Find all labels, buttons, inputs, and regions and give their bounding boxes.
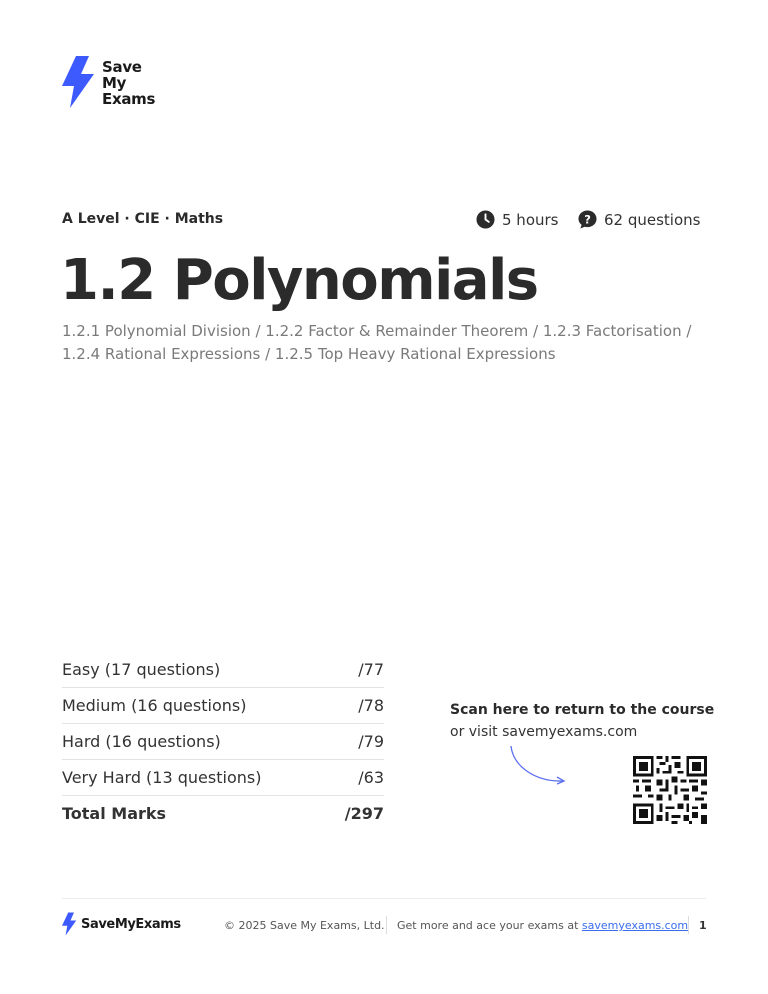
lightning-bolt-icon xyxy=(62,56,98,108)
marks-label: Easy (17 questions) xyxy=(62,660,221,679)
curved-arrow-icon xyxy=(505,744,575,790)
marks-value: /79 xyxy=(358,732,384,751)
question-count xyxy=(578,210,700,229)
marks-label: Medium (16 questions) xyxy=(62,696,247,715)
breadcrumb: A Level · CIE · Maths xyxy=(62,211,224,227)
topic-list: 1.2.1 Polynomial Division / 1.2.2 Factor & Remainder Theorem / 1.2.3 Factorisation / 1.2.4 Rational Expressions / 1.2.5 Top Heavy Rational Expressions xyxy=(62,322,692,363)
marks-label: Hard (16 questions) xyxy=(62,732,221,751)
marks-row-medium xyxy=(62,688,384,724)
website-link[interactable]: savemyexams.com xyxy=(581,919,689,932)
footer-promo xyxy=(397,919,688,932)
duration-text: 5 hours xyxy=(502,210,559,229)
logo-word-save: Save xyxy=(102,58,142,76)
total-marks-label: Total Marks xyxy=(62,804,167,823)
marks-table xyxy=(62,652,384,831)
question-count-text: 62 questions xyxy=(604,210,701,229)
footer-separator xyxy=(386,916,387,934)
marks-value: /63 xyxy=(358,768,384,787)
scan-subtitle: or visit savemyexams.com xyxy=(450,724,638,740)
marks-value: /77 xyxy=(358,660,384,679)
marks-row-total xyxy=(62,796,384,831)
footer-separator xyxy=(688,916,689,934)
footer-brand-name: SaveMyExams xyxy=(81,916,181,932)
footer-promo-text: Get more and ace your exams at xyxy=(397,919,582,932)
logo-text xyxy=(102,59,155,107)
logo-word-exams: Exams xyxy=(102,90,156,108)
duration xyxy=(476,210,558,229)
logo-word-my: My xyxy=(102,74,127,92)
marks-value: /78 xyxy=(358,696,384,715)
footer-logo xyxy=(62,912,181,936)
svg-text:?: ? xyxy=(584,212,591,227)
footer-divider xyxy=(62,898,706,899)
page-number: 1 xyxy=(699,919,707,932)
scan-title: Scan here to return to the course xyxy=(450,702,715,718)
clock-icon xyxy=(476,210,495,229)
logo xyxy=(62,56,172,112)
page-title: 1.2 Polynomials xyxy=(60,248,538,313)
total-marks-value: /297 xyxy=(344,804,384,823)
marks-row-easy xyxy=(62,652,384,688)
copyright: © 2025 Save My Exams, Ltd. xyxy=(224,919,385,932)
qr-code[interactable] xyxy=(633,756,707,824)
lightning-bolt-icon xyxy=(62,912,78,936)
question-icon xyxy=(578,210,597,229)
marks-label: Very Hard (13 questions) xyxy=(62,768,262,787)
marks-row-hard xyxy=(62,724,384,760)
marks-row-very-hard xyxy=(62,760,384,796)
